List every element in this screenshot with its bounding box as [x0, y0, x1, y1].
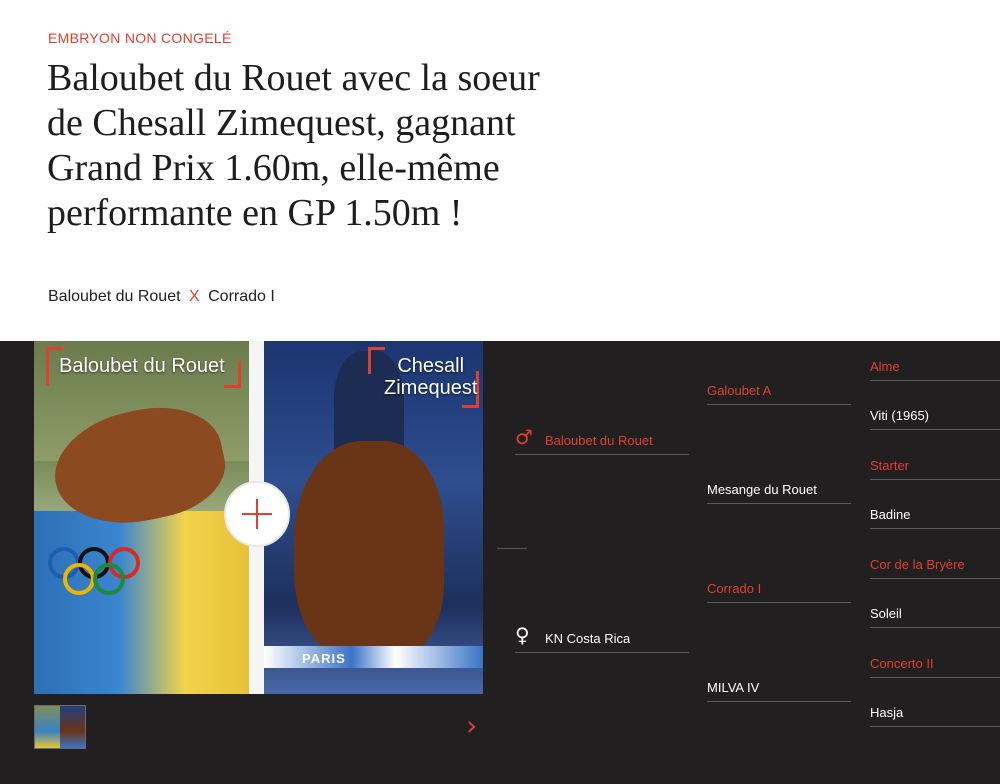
pedigree-gen3-3[interactable]: [870, 458, 1000, 480]
pedigree-name: Cor de la Bryère: [870, 557, 965, 572]
page-title: Baloubet du Rouet avec la soeur de Chesall Zimequest, gagnant Grand Prix 1.60m, elle-même performante en GP 1.50m !: [47, 57, 540, 234]
corner-bracket-icon: [224, 361, 241, 388]
photo-label-sire: Baloubet du Rouet: [59, 355, 225, 377]
female-icon: ♀: [515, 623, 530, 647]
pedigree-name: Soleil: [870, 606, 902, 621]
pedigree-gen3-7[interactable]: [870, 656, 1000, 678]
pedigree-name: KN Costa Rica: [545, 631, 631, 646]
embryo-type-label: EMBRYON NON CONGELÉ: [48, 30, 232, 46]
listing-header: [0, 0, 1000, 341]
gallery-thumbnail[interactable]: [34, 705, 86, 749]
pedigree-gen3-1[interactable]: [870, 359, 1000, 381]
pedigree-sire[interactable]: [515, 425, 689, 455]
photo-label-sibling: [384, 355, 477, 399]
pedigree-name: Baloubet du Rouet: [545, 433, 653, 448]
pedigree-name: Mesange du Rouet: [707, 482, 817, 497]
pedigree-sire-dam[interactable]: [707, 482, 851, 504]
male-icon: ♂: [515, 425, 533, 449]
cross-symbol: X: [189, 288, 200, 305]
pedigree-sire-sire[interactable]: [707, 383, 851, 405]
pedigree-name: Corrado I: [707, 581, 762, 596]
pedigree-gen3-6[interactable]: [870, 606, 1000, 628]
pedigree-dam[interactable]: [515, 623, 689, 653]
pedigree-connector: [497, 548, 527, 549]
olympic-rings-icon: [44, 541, 144, 601]
pedigree-name: Hasja: [870, 705, 904, 720]
pedigree-name: Galoubet A: [707, 383, 772, 398]
photo-label-line: Zimequest: [384, 377, 478, 399]
photo-horse-shape: [294, 441, 444, 661]
pedigree-dam-sire[interactable]: [707, 581, 851, 603]
pedigree-name: Starter: [870, 458, 910, 473]
pedigree-gen3-2[interactable]: [870, 408, 1000, 430]
photo-left-horse: [34, 341, 249, 694]
chevron-right-icon[interactable]: ›: [466, 709, 478, 742]
banner-text: PARIS: [302, 651, 346, 666]
pairing-line: [48, 288, 275, 306]
photo-rail: [264, 646, 483, 668]
pedigree-name: Alme: [870, 359, 900, 374]
dam-sire-name: Corrado I: [208, 288, 275, 305]
pedigree-name: Viti (1965): [870, 408, 930, 423]
photo-label-line: Chesall: [397, 355, 465, 377]
cross-plus-icon: [224, 481, 290, 547]
corner-bracket-icon: [368, 347, 385, 374]
pedigree-dam-dam[interactable]: [707, 680, 851, 702]
pedigree-gen3-4[interactable]: [870, 507, 1000, 529]
pedigree-name: Concerto II: [870, 656, 934, 671]
main-photo[interactable]: [34, 341, 483, 694]
pedigree-name: Badine: [870, 507, 911, 522]
pedigree-name: MILVA IV: [707, 680, 760, 695]
photo-jump: [34, 511, 249, 694]
pedigree-section: [0, 341, 1000, 784]
sire-name: Baloubet du Rouet: [48, 288, 181, 305]
pedigree-gen3-8[interactable]: [870, 705, 1000, 727]
pedigree-gen3-5[interactable]: [870, 557, 1000, 579]
